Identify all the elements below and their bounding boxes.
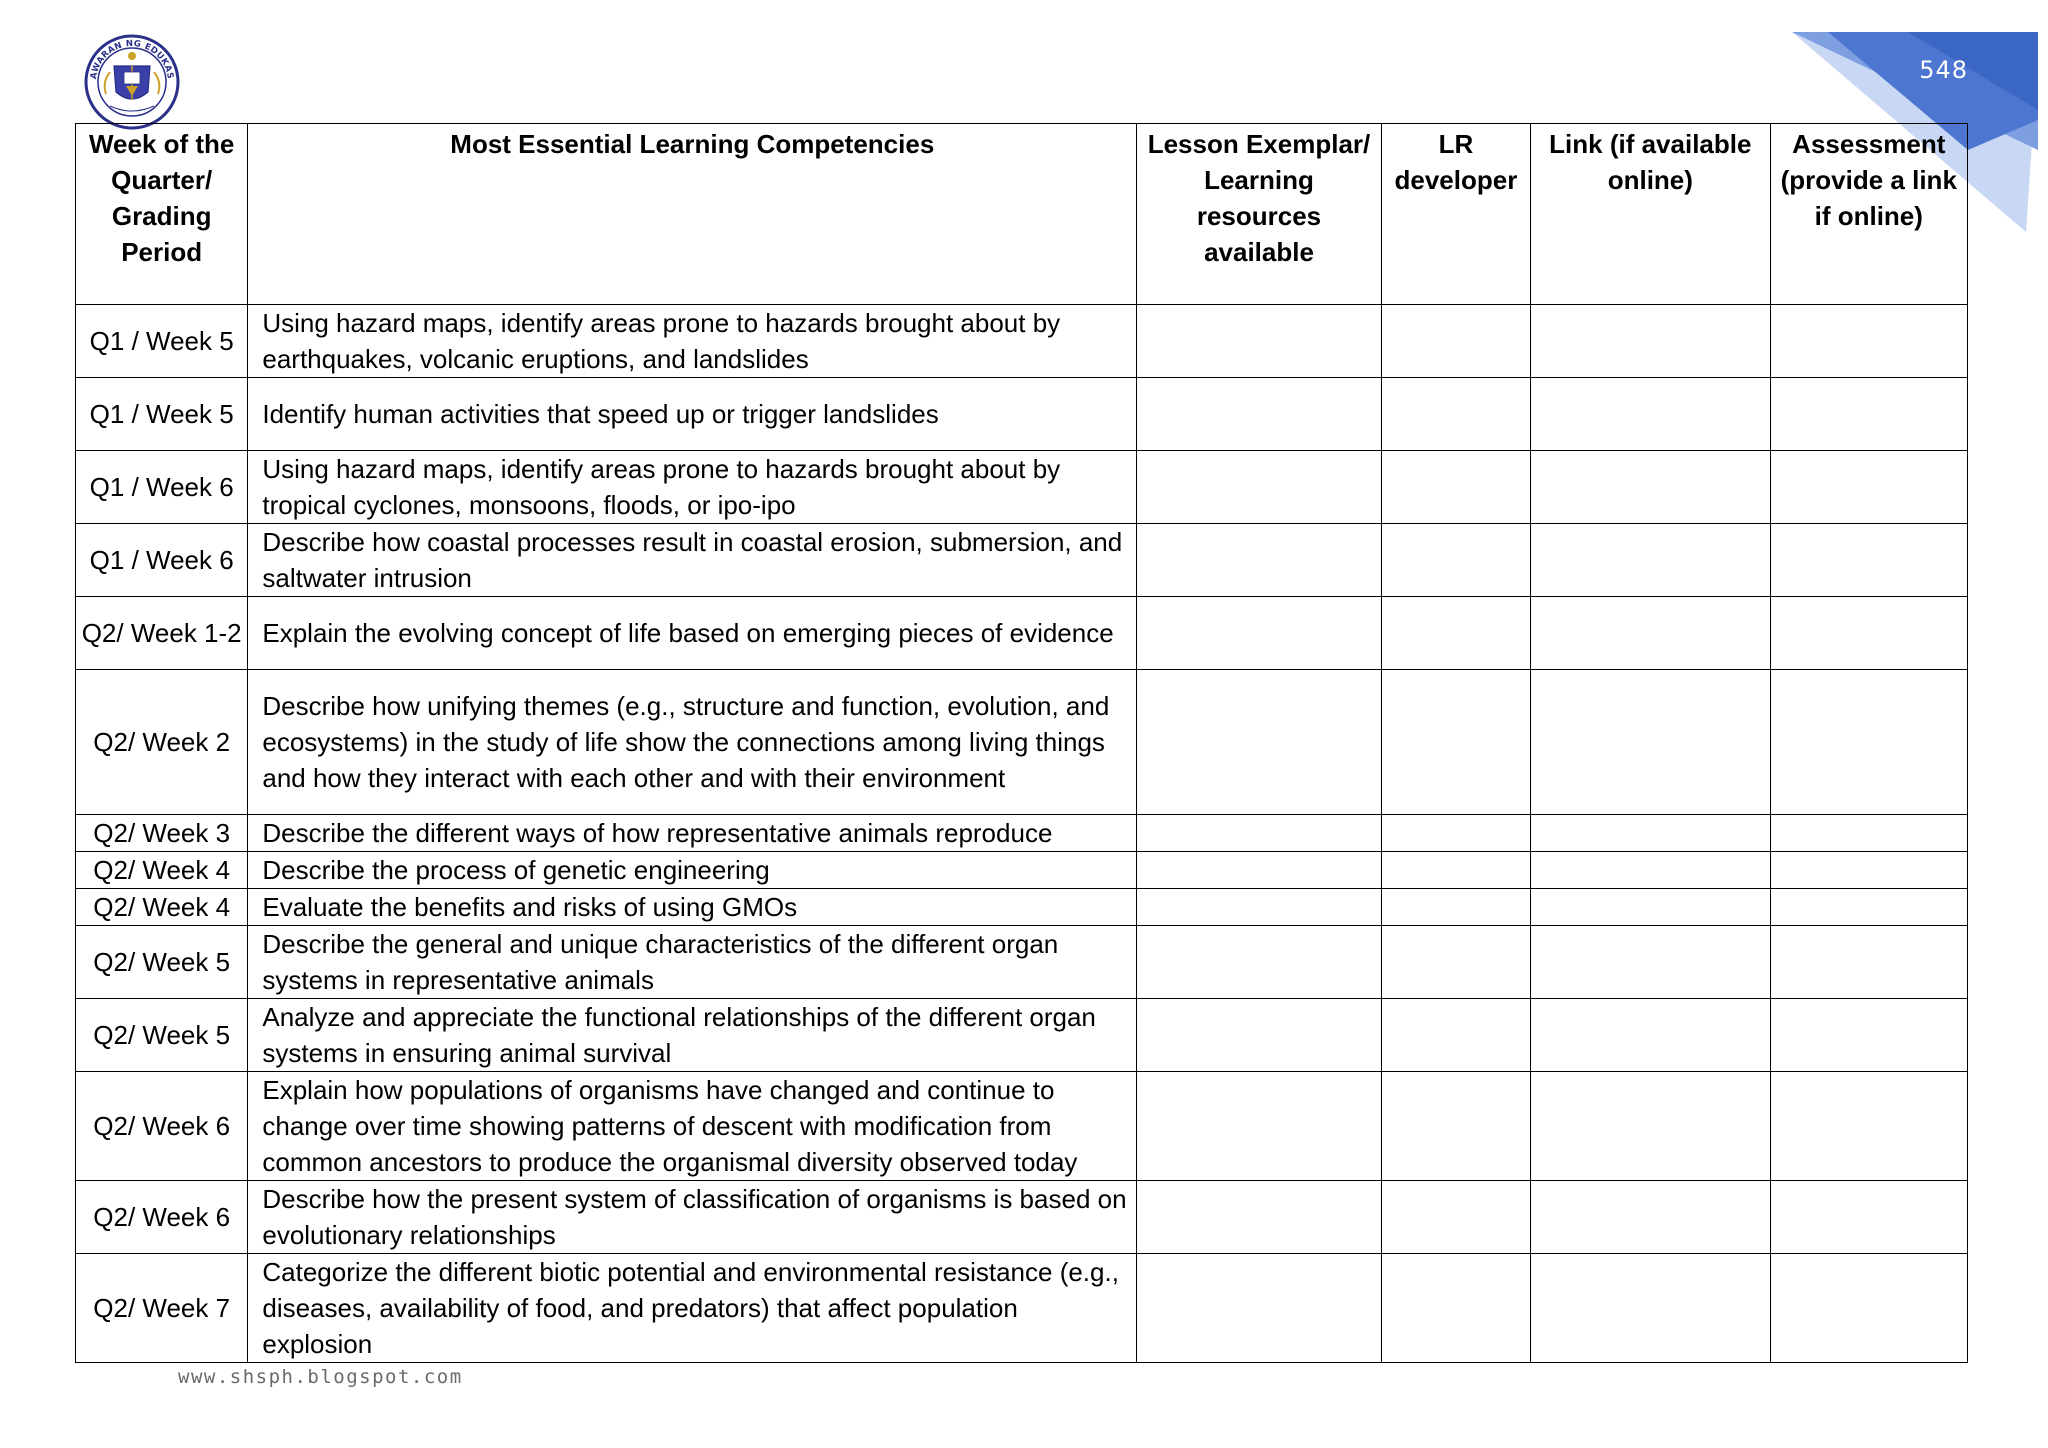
lesson-exemplar-cell: [1137, 1181, 1382, 1254]
lesson-exemplar-cell: [1137, 597, 1382, 670]
table-row: [76, 305, 1968, 378]
lr-developer-cell: [1381, 852, 1530, 889]
week-cell: Q1 / Week 6: [76, 524, 248, 597]
link-cell: [1531, 999, 1771, 1072]
assessment-cell: [1770, 889, 1967, 926]
lr-developer-cell: [1381, 597, 1530, 670]
lesson-exemplar-cell: [1137, 815, 1382, 852]
lesson-exemplar-cell: [1137, 451, 1382, 524]
assessment-cell: [1770, 815, 1967, 852]
link-cell: [1531, 378, 1771, 451]
lesson-exemplar-cell: [1137, 889, 1382, 926]
link-cell: [1531, 852, 1771, 889]
learning-competencies-table: [75, 123, 1968, 1363]
column-header-assessment: Assessment (provide a link if online): [1770, 124, 1967, 305]
column-header-lr-developer: LR developer: [1381, 124, 1530, 305]
week-cell: Q2/ Week 5: [76, 926, 248, 999]
table-header-row: [76, 124, 1968, 305]
assessment-cell: [1770, 852, 1967, 889]
link-cell: [1531, 926, 1771, 999]
lesson-exemplar-cell: [1137, 852, 1382, 889]
lr-developer-cell: [1381, 1254, 1530, 1363]
week-cell: Q1 / Week 5: [76, 378, 248, 451]
competency-cell: Describe how the present system of classification of organisms is based on evolutionary relationships: [248, 1181, 1137, 1254]
assessment-cell: [1770, 451, 1967, 524]
lesson-exemplar-cell: [1137, 305, 1382, 378]
lesson-exemplar-cell: [1137, 999, 1382, 1072]
lr-developer-cell: [1381, 1181, 1530, 1254]
competency-cell: Describe the process of genetic engineering: [248, 852, 1137, 889]
week-cell: Q2/ Week 4: [76, 889, 248, 926]
table-row: [76, 670, 1968, 815]
table-row: [76, 889, 1968, 926]
assessment-cell: [1770, 524, 1967, 597]
lr-developer-cell: [1381, 670, 1530, 815]
table-row: [76, 926, 1968, 999]
competency-cell: Evaluate the benefits and risks of using GMOs: [248, 889, 1137, 926]
link-cell: [1531, 889, 1771, 926]
lr-developer-cell: [1381, 305, 1530, 378]
assessment-cell: [1770, 1181, 1967, 1254]
lr-developer-cell: [1381, 999, 1530, 1072]
table-row: [76, 1254, 1968, 1363]
link-cell: [1531, 451, 1771, 524]
assessment-cell: [1770, 305, 1967, 378]
competency-cell: Describe the different ways of how representative animals reproduce: [248, 815, 1137, 852]
link-cell: [1531, 524, 1771, 597]
competency-cell: Describe the general and unique characteristics of the different organ systems in representative animals: [248, 926, 1137, 999]
link-cell: [1531, 1181, 1771, 1254]
lesson-exemplar-cell: [1137, 1072, 1382, 1181]
assessment-cell: [1770, 1254, 1967, 1363]
table-row: [76, 852, 1968, 889]
week-cell: Q2/ Week 2: [76, 670, 248, 815]
table-row: [76, 597, 1968, 670]
lesson-exemplar-cell: [1137, 524, 1382, 597]
competency-cell: Explain the evolving concept of life based on emerging pieces of evidence: [248, 597, 1137, 670]
link-cell: [1531, 305, 1771, 378]
table-row: [76, 815, 1968, 852]
assessment-cell: [1770, 378, 1967, 451]
assessment-cell: [1770, 670, 1967, 815]
assessment-cell: [1770, 1072, 1967, 1181]
competency-cell: Categorize the different biotic potential and environmental resistance (e.g., diseases, availability of food, and predators) that affect population explosion: [248, 1254, 1137, 1363]
competency-cell: Describe how unifying themes (e.g., structure and function, evolution, and ecosystems) in the study of life show the connections among living things and how they interact with each other and with their environment: [248, 670, 1137, 815]
lr-developer-cell: [1381, 1072, 1530, 1181]
lr-developer-cell: [1381, 889, 1530, 926]
competency-cell: Identify human activities that speed up or trigger landslides: [248, 378, 1137, 451]
column-header-link: Link (if available online): [1531, 124, 1771, 305]
lr-developer-cell: [1381, 815, 1530, 852]
week-cell: Q2/ Week 3: [76, 815, 248, 852]
assessment-cell: [1770, 999, 1967, 1072]
link-cell: [1531, 670, 1771, 815]
lr-developer-cell: [1381, 451, 1530, 524]
assessment-cell: [1770, 597, 1967, 670]
column-header-lesson-exemplar: Lesson Exemplar/ Learning resources available: [1137, 124, 1382, 305]
table-row: [76, 451, 1968, 524]
lr-developer-cell: [1381, 524, 1530, 597]
week-cell: Q2/ Week 4: [76, 852, 248, 889]
table-row: [76, 1072, 1968, 1181]
link-cell: [1531, 1254, 1771, 1363]
competency-cell: Using hazard maps, identify areas prone to hazards brought about by tropical cyclones, monsoons, floods, or ipo-ipo: [248, 451, 1137, 524]
week-cell: Q2/ Week 5: [76, 999, 248, 1072]
lesson-exemplar-cell: [1137, 378, 1382, 451]
competency-cell: Analyze and appreciate the functional relationships of the different organ systems in ensuring animal survival: [248, 999, 1137, 1072]
week-cell: Q1 / Week 5: [76, 305, 248, 378]
link-cell: [1531, 1072, 1771, 1181]
competency-cell: Describe how coastal processes result in coastal erosion, submersion, and saltwater intrusion: [248, 524, 1137, 597]
table-row: [76, 524, 1968, 597]
table-row: [76, 378, 1968, 451]
page-number: 548: [1919, 56, 1968, 84]
competency-cell: Using hazard maps, identify areas prone to hazards brought about by earthquakes, volcanic eruptions, and landslides: [248, 305, 1137, 378]
assessment-cell: [1770, 926, 1967, 999]
footer-url: www.shsph.blogspot.com: [178, 1366, 463, 1388]
lesson-exemplar-cell: [1137, 670, 1382, 815]
table-row: [76, 999, 1968, 1072]
week-cell: Q2/ Week 6: [76, 1072, 248, 1181]
week-cell: Q2/ Week 6: [76, 1181, 248, 1254]
svg-text:KAGAWARAN NG EDUKASYON: AWARAN NG EDUKAS: [89, 38, 175, 80]
week-cell: Q2/ Week 7: [76, 1254, 248, 1363]
column-header-competencies: Most Essential Learning Competencies: [248, 124, 1137, 305]
deped-seal-logo: [84, 34, 180, 130]
link-cell: [1531, 815, 1771, 852]
lr-developer-cell: [1381, 926, 1530, 999]
competency-cell: Explain how populations of organisms have changed and continue to change over time showing patterns of descent with modification from common ancestors to produce the organismal diversity observed today: [248, 1072, 1137, 1181]
week-cell: Q1 / Week 6: [76, 451, 248, 524]
table-row: [76, 1181, 1968, 1254]
link-cell: [1531, 597, 1771, 670]
lesson-exemplar-cell: [1137, 926, 1382, 999]
column-header-week: Week of the Quarter/ Grading Period: [76, 124, 248, 305]
week-cell: Q2/ Week 1-2: [76, 597, 248, 670]
lesson-exemplar-cell: [1137, 1254, 1382, 1363]
lr-developer-cell: [1381, 378, 1530, 451]
